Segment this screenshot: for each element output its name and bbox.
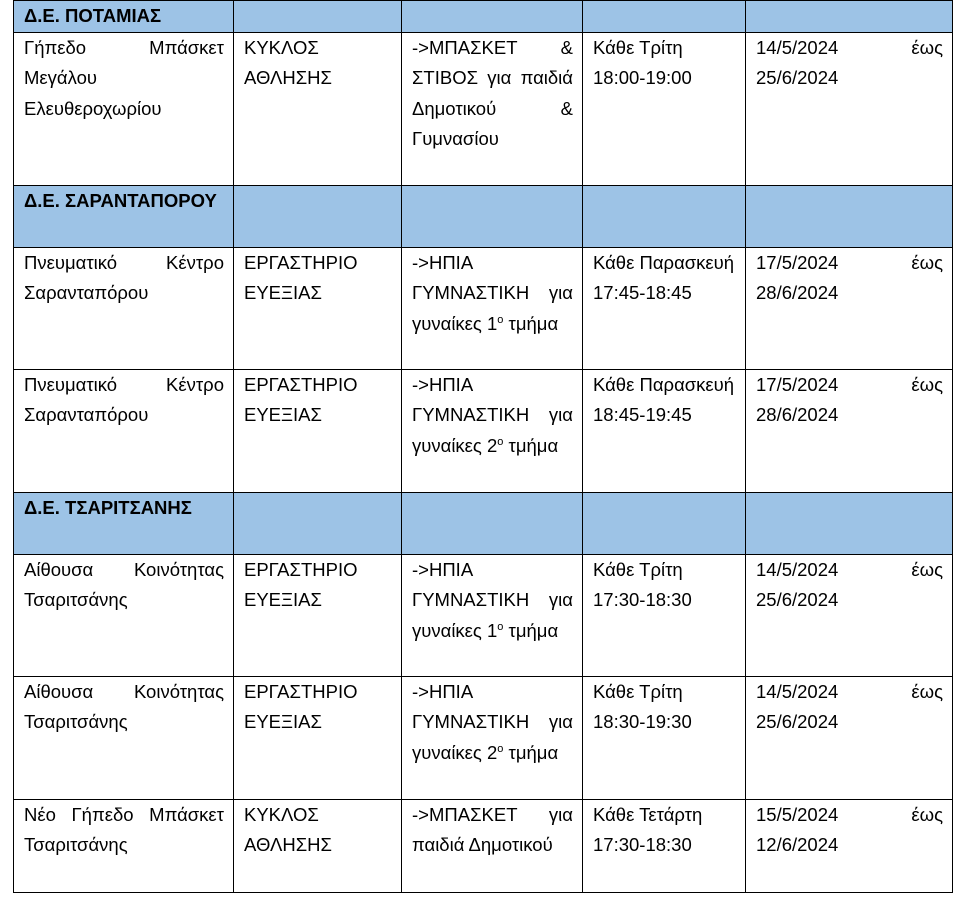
date-word: έως — [911, 680, 943, 702]
group-title: Δ.Ε. ΤΣΑΡΙΤΣΑΝΗΣ — [14, 492, 234, 554]
date-to: 25/6/2024 — [756, 589, 839, 610]
activity-cell: ->ΜΠΑΣΚΕΤ & ΣΤΙΒΟΣ για παιδιά Δημοτικού & Γυμνασίου — [402, 32, 583, 185]
location-cell: Αίθουσα Κοινότητας Τσαριτσάνης — [14, 676, 234, 799]
date-word: έως — [911, 251, 943, 273]
date-from: 14/5/2024 — [756, 680, 839, 702]
group-header-tsaritsanis — [14, 492, 953, 554]
date-from: 17/5/2024 — [756, 251, 839, 273]
activity-cell: ->ΗΠΙΑ ΓΥΜΝΑΣΤΙΚΗ για γυναίκες $2^o$ τμήμα — [402, 676, 583, 799]
program-cell: ΕΡΓΑΣΤΗΡΙΟ ΕΥΕΞΙΑΣ — [234, 247, 402, 369]
date-range-cell — [746, 554, 953, 676]
schedule-cell — [583, 554, 746, 676]
date-to: 12/6/2024 — [756, 834, 839, 855]
table-row — [14, 676, 953, 799]
group-header-potamias — [14, 1, 953, 33]
group-title: Δ.Ε. ΣΑΡΑΝΤΑΠΟΡΟΥ — [14, 185, 234, 247]
date-range-cell — [746, 799, 953, 892]
date-range-cell — [746, 247, 953, 369]
time-text: 17:45-18:45 — [593, 282, 692, 303]
program-cell: ΚΥΚΛΟΣ ΑΘΛΗΣΗΣ — [234, 799, 402, 892]
table-row — [14, 247, 953, 369]
date-range-cell — [746, 369, 953, 492]
day-text: Κάθε Τετάρτη — [593, 803, 703, 825]
time-text: 18:45-19:45 — [593, 404, 692, 425]
schedule-cell — [583, 676, 746, 799]
date-to: 25/6/2024 — [756, 711, 839, 732]
time-text: 17:30-18:30 — [593, 834, 692, 855]
time-text: 18:00-19:00 — [593, 67, 692, 88]
group-title: Δ.Ε. ΠΟΤΑΜΙΑΣ — [14, 1, 234, 33]
date-word: έως — [911, 36, 943, 58]
date-to: 28/6/2024 — [756, 404, 839, 425]
program-cell: ΚΥΚΛΟΣ ΑΘΛΗΣΗΣ — [234, 32, 402, 185]
activity-cell: ->ΗΠΙΑ ΓΥΜΝΑΣΤΙΚΗ για γυναίκες $1^o$ τμήμα — [402, 554, 583, 676]
date-from: 14/5/2024 — [756, 36, 839, 58]
schedule-cell — [583, 369, 746, 492]
schedule-cell — [583, 247, 746, 369]
schedule-table — [13, 0, 953, 893]
activity-cell: ->ΗΠΙΑ ΓΥΜΝΑΣΤΙΚΗ για γυναίκες $1^o$ τμήμα — [402, 247, 583, 369]
time-text: 18:30-19:30 — [593, 711, 692, 732]
group-header-sarantaporou — [14, 185, 953, 247]
activity-cell: ->ΗΠΙΑ ΓΥΜΝΑΣΤΙΚΗ για γυναίκες $2^o$ τμήμα — [402, 369, 583, 492]
date-word: έως — [911, 803, 943, 825]
time-text: 17:30-18:30 — [593, 589, 692, 610]
activity-cell: ->ΜΠΑΣΚΕΤ για παιδιά Δημοτικού — [402, 799, 583, 892]
program-cell: ΕΡΓΑΣΤΗΡΙΟ ΕΥΕΞΙΑΣ — [234, 676, 402, 799]
location-cell: Γήπεδο Μπάσκετ Μεγάλου Ελευθεροχωρίου — [14, 32, 234, 185]
program-cell: ΕΡΓΑΣΤΗΡΙΟ ΕΥΕΞΙΑΣ — [234, 554, 402, 676]
schedule-cell — [583, 32, 746, 185]
day-text: Κάθε Τρίτη — [593, 558, 683, 580]
location-cell: Αίθουσα Κοινότητας Τσαριτσάνης — [14, 554, 234, 676]
location-cell: Νέο Γήπεδο Μπάσκετ Τσαριτσάνης — [14, 799, 234, 892]
program-cell: ΕΡΓΑΣΤΗΡΙΟ ΕΥΕΞΙΑΣ — [234, 369, 402, 492]
day-text: Κάθε Τρίτη — [593, 36, 683, 58]
day-text: Κάθε Παρασκευή — [593, 373, 735, 395]
date-range-cell — [746, 32, 953, 185]
day-text: Κάθε Παρασκευή — [593, 251, 735, 273]
table-row — [14, 32, 953, 185]
date-from: 14/5/2024 — [756, 558, 839, 580]
date-from: 17/5/2024 — [756, 373, 839, 395]
date-from: 15/5/2024 — [756, 803, 839, 825]
table-row — [14, 369, 953, 492]
schedule-cell — [583, 799, 746, 892]
table-row — [14, 554, 953, 676]
date-range-cell — [746, 676, 953, 799]
location-cell: Πνευματικό Κέντρο Σαρανταπόρου — [14, 369, 234, 492]
date-word: έως — [911, 373, 943, 395]
date-word: έως — [911, 558, 943, 580]
location-cell: Πνευματικό Κέντρο Σαρανταπόρου — [14, 247, 234, 369]
day-text: Κάθε Τρίτη — [593, 680, 683, 702]
date-to: 28/6/2024 — [756, 282, 839, 303]
date-to: 25/6/2024 — [756, 67, 839, 88]
table-row — [14, 799, 953, 892]
